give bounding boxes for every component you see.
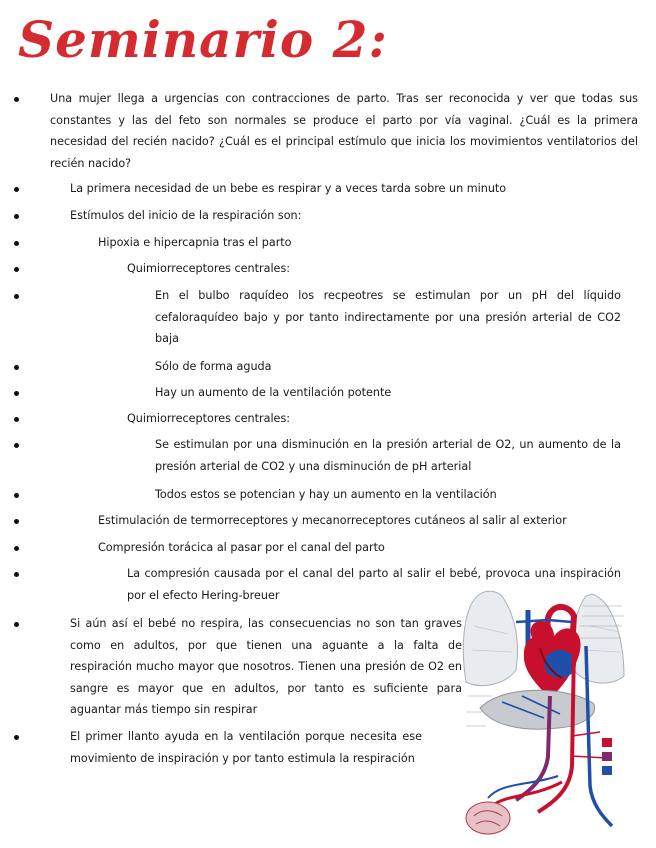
list-item-text: Todos estos se potencian y hay un aumento en la ventilación — [155, 488, 497, 501]
list-item-text: Se estimulan por una disminución en la presión arterial de O2, un aumento de la presión arterial de CO2 y una disminución de pH arterial — [155, 438, 621, 473]
page-title: Seminario 2: — [18, 10, 388, 69]
bullet-icon — [14, 493, 19, 498]
list-item-text: Sólo de forma aguda — [155, 360, 272, 373]
list-item-text: Hay un aumento de la ventilación potente — [155, 386, 392, 399]
list-item-text: Si aún así el bebé no respira, las consecuencias no son tan graves como en adultos, por que tienen una aguante a la falta de respiración mucho mayor que nosotros. Tienen una presión de O2 en sangre es mayor que en adultos, por tanto es suficiente para aguantar más tiempo sin respirar — [70, 617, 462, 716]
bullet-icon — [14, 735, 19, 740]
list-item-text: Estímulos del inicio de la respiración son: — [70, 209, 302, 222]
list-item-text: La primera necesidad de un bebe es respirar y a veces tarda sobre un minuto — [70, 182, 507, 195]
bullet-icon — [14, 443, 19, 448]
bullet-icon — [14, 572, 19, 577]
list-item-text: En el bulbo raquídeo los recpeotres se estimulan por un pH del líquido cefaloraquídeo bajo y por tanto indirectamente por una presión arterial de CO2 baja — [155, 289, 621, 345]
list-item-text: Hipoxia e hipercapnia tras el parto — [98, 236, 292, 249]
bullet-icon — [14, 365, 19, 370]
list-item-text: La compresión causada por el canal del parto al salir el bebé, provoca una inspiración por el efecto Hering-breuer — [127, 567, 621, 602]
list-item-text: Estimulación de termorreceptores y mecanorreceptores cutáneos al salir al exterior — [98, 514, 567, 527]
bullet-icon — [14, 417, 19, 422]
list-item-text: El primer llanto ayuda en la ventilación porque necesita ese movimiento de inspiración y por tanto estimula la respiración — [70, 730, 422, 765]
list-item-text: Una mujer llega a urgencias con contracciones de parto. Tras ser reconocida y ver que todas sus constantes y las del feto son normales se produce el parto por vía vaginal. ¿Cuál es la primera necesidad del recién nacido? ¿Cuál es el principal estímulo que inicia los movimientos ventilatorios del recién nacido? — [50, 92, 638, 170]
bullet-icon — [14, 546, 19, 551]
bullet-icon — [14, 622, 19, 627]
bullet-icon — [14, 214, 19, 219]
circulation-diagram-figure — [462, 586, 644, 840]
bullet-icon — [14, 391, 19, 396]
list-item-text: Compresión torácica al pasar por el canal del parto — [98, 541, 385, 554]
bullet-icon — [14, 97, 19, 102]
list-item-text: Quimiorreceptores centrales: — [127, 412, 291, 425]
bullet-icon — [14, 519, 19, 524]
bullet-icon — [14, 294, 19, 299]
circulation-diagram — [462, 586, 644, 840]
bullet-icon — [14, 267, 19, 272]
list-item-text: Quimiorreceptores centrales: — [127, 262, 291, 275]
bullet-icon — [14, 241, 19, 246]
bullet-icon — [14, 187, 19, 192]
